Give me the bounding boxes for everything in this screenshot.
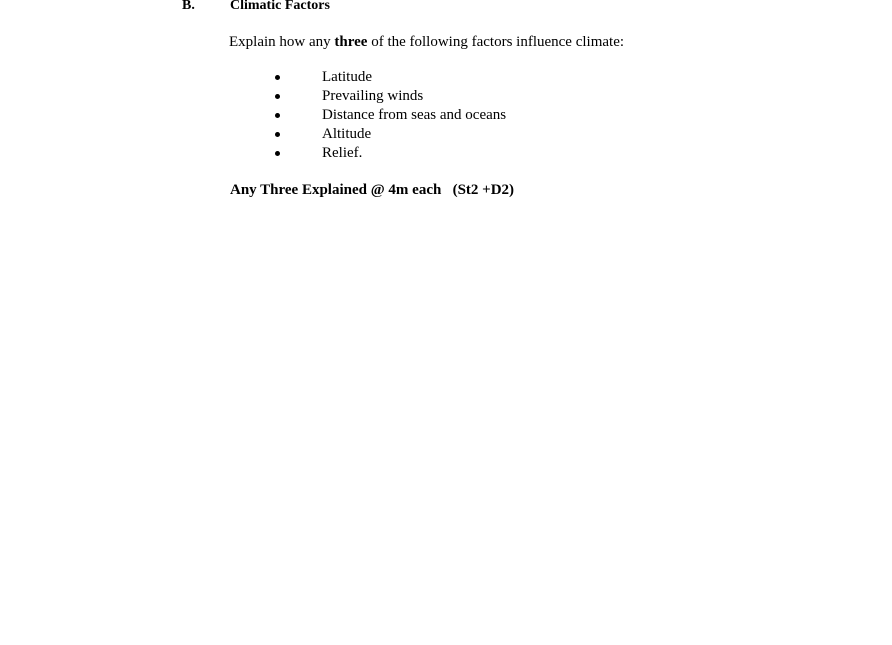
list-item bbox=[0, 144, 600, 163]
instruction-suffix: of the following factors influence climate: bbox=[367, 34, 625, 50]
bullet-icon bbox=[275, 113, 280, 118]
marking-code: (St2 +D2) bbox=[452, 182, 515, 198]
factor-label: Distance from seas and oceans bbox=[322, 107, 507, 123]
factor-label: Prevailing winds bbox=[322, 88, 424, 104]
bullet-icon bbox=[275, 132, 280, 137]
list-item bbox=[0, 125, 600, 144]
marking-scheme bbox=[230, 181, 514, 199]
bullet-icon bbox=[275, 94, 280, 99]
instruction-text bbox=[229, 33, 624, 51]
factor-label: Relief. bbox=[322, 145, 363, 161]
factor-list bbox=[0, 68, 600, 163]
list-item bbox=[0, 87, 600, 106]
factor-label: Latitude bbox=[322, 69, 372, 85]
bullet-icon bbox=[275, 151, 280, 156]
list-item bbox=[0, 106, 600, 125]
section-letter: B. bbox=[182, 0, 195, 13]
list-item bbox=[0, 68, 600, 87]
instruction-emphasis: three bbox=[334, 34, 368, 50]
factor-label: Altitude bbox=[322, 126, 372, 142]
marking-main: Any Three Explained @ 4m each bbox=[230, 182, 442, 198]
section-title: Climatic Factors bbox=[230, 0, 330, 13]
bullet-icon bbox=[275, 75, 280, 80]
instruction-prefix: Explain how any bbox=[229, 34, 335, 50]
